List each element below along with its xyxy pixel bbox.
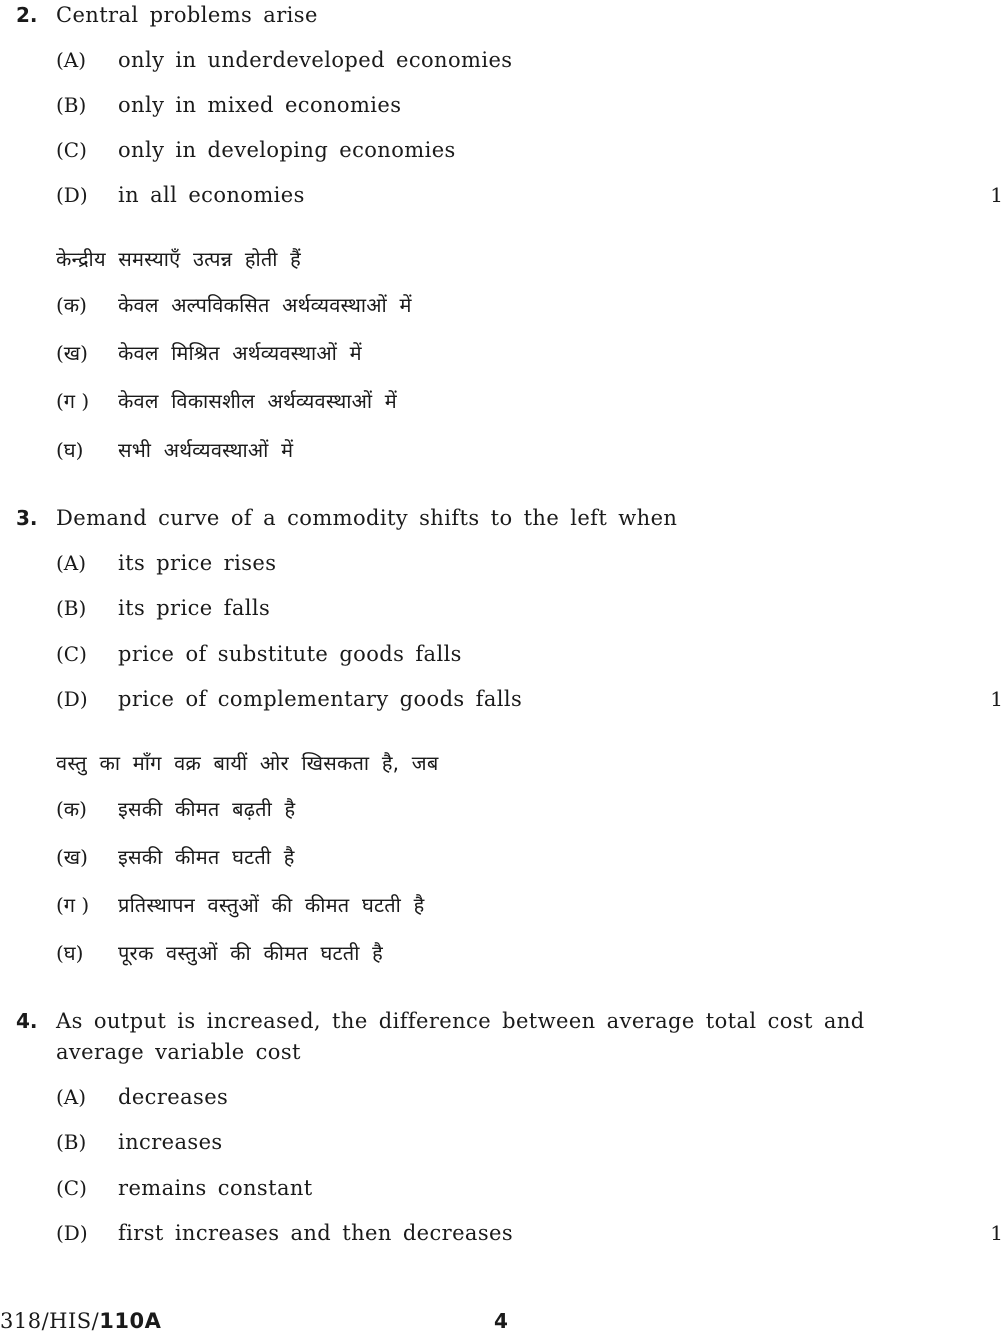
question-2-option-gha-label: (घ) [56,438,84,462]
question-3-option-c-text: price of substitute goods falls [118,642,462,666]
question-2-stem-en: Central problems arise [56,3,318,27]
question-3-option-ka-label: (क) [56,797,87,821]
question-3-option-gha-text: पूरक वस्तुओं की कीमत घटती है [118,941,383,965]
question-2-option-gha-text: सभी अर्थव्यवस्थाओं में [118,438,294,462]
question-2-option-c-text: only in developing economies [118,138,456,162]
question-3-option-a-label: (A) [56,551,87,575]
question-3-option-kha-label: (ख) [56,845,88,869]
question-2-option-ka-text: केवल अल्पविकसित अर्थव्यवस्थाओं में [118,293,412,317]
paper-code-prefix: 318/HIS/ [0,1309,100,1333]
question-2-marks: 1 [990,183,1003,207]
question-4-option-a-text: decreases [118,1085,229,1109]
question-2-option-kha-label: (ख) [56,341,88,365]
question-2-option-ga-text: केवल विकासशील अर्थव्यवस्थाओं में [118,389,397,413]
question-4-option-d-label: (D) [56,1221,88,1245]
question-3-stem-en: Demand curve of a commodity shifts to the left when [56,506,678,530]
question-3-option-ga-text: प्रतिस्थापन वस्तुओं की कीमत घटती है [118,893,425,917]
paper-code-set: 110A [99,1309,162,1333]
question-4-option-c-label: (C) [56,1176,87,1200]
question-2-option-a-label: (A) [56,48,87,72]
question-4-stem-en: As output is increased, the difference between average total cost and average variable cost [56,1009,865,1064]
question-3-option-ga-label: (ग ) [56,893,90,917]
question-2-option-d-label: (D) [56,183,88,207]
question-3-option-kha-text: इसकी कीमत घटती है [118,845,295,869]
question-2-stem-hi: केन्द्रीय समस्याएँ उत्पन्न होती हैं [56,247,301,271]
question-3-option-gha-label: (घ) [56,941,84,965]
question-4-option-a-label: (A) [56,1085,87,1109]
paper-code [0,1306,161,1336]
question-2-option-a-text: only in underdeveloped economies [118,48,513,72]
question-4-option-c-text: remains constant [118,1176,313,1200]
question-3-option-b-label: (B) [56,596,87,620]
question-2-option-b-text: only in mixed economies [118,93,402,117]
question-2-option-ka-label: (क) [56,293,87,317]
question-3-option-b-text: its price falls [118,596,271,620]
question-4-option-d-text: first increases and then decreases [118,1221,514,1245]
question-2-option-b-label: (B) [56,93,87,117]
question-2-number: 2. [16,3,38,27]
question-4-number: 4. [16,1009,38,1033]
question-3-stem-hi: वस्तु का माँग वक्र बायीं ओर खिसकता है, जब [56,751,439,775]
question-2-option-kha-text: केवल मिश्रित अर्थव्यवस्थाओं में [118,341,362,365]
question-3-option-c-label: (C) [56,642,87,666]
question-4-option-b-label: (B) [56,1130,87,1154]
question-4-option-b-text: increases [118,1130,223,1154]
question-3-option-ka-text: इसकी कीमत बढ़ती है [118,797,296,821]
question-3-marks: 1 [990,687,1003,711]
question-3-option-d-label: (D) [56,687,88,711]
question-3-option-a-text: its price rises [118,551,277,575]
question-2-option-ga-label: (ग ) [56,389,90,413]
question-2-option-c-label: (C) [56,138,87,162]
question-3-number: 3. [16,506,38,530]
page-number: 4 [494,1309,508,1333]
question-2-option-d-text: in all economies [118,183,305,207]
question-3-option-d-text: price of complementary goods falls [118,687,523,711]
question-4-marks: 1 [990,1221,1003,1245]
